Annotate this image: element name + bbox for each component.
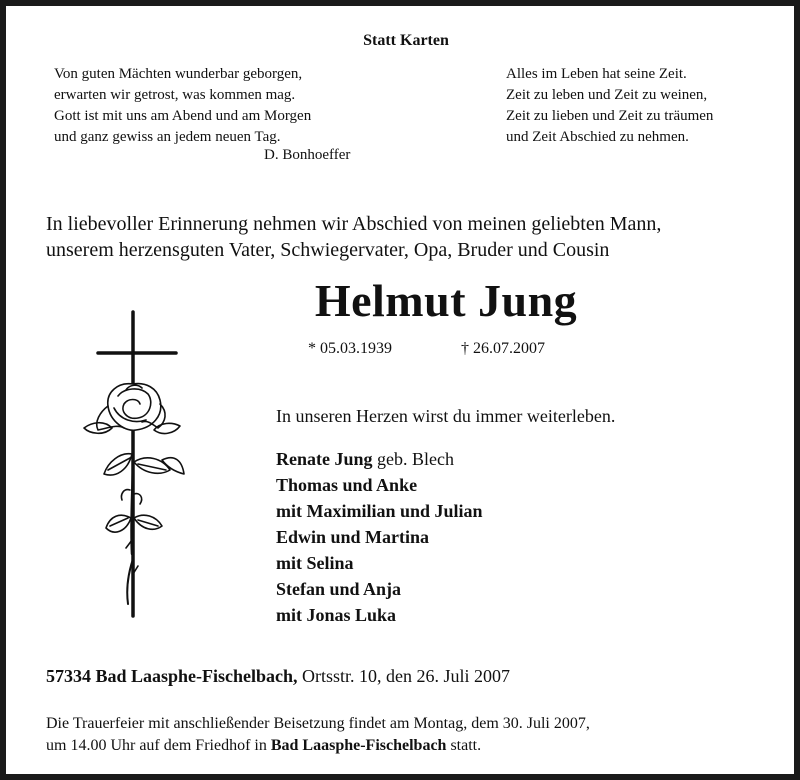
deceased-name: Helmut Jung bbox=[314, 275, 578, 326]
address-place: 57334 Bad Laasphe-Fischelbach, bbox=[46, 666, 298, 686]
poem-right bbox=[506, 64, 713, 148]
address-rest: Ortsstr. 10, den 26. Juli 2007 bbox=[297, 666, 511, 686]
poem-right-line: und Zeit Abschied zu nehmen. bbox=[506, 129, 689, 145]
family-line: Stefan und Anja bbox=[276, 579, 402, 599]
motto: In unseren Herzen wirst du immer weiterleben. bbox=[276, 406, 616, 426]
cross-with-rose-icon bbox=[78, 304, 198, 629]
service-line-2 bbox=[46, 735, 590, 757]
death-date: † 26.07.2007 bbox=[461, 340, 545, 357]
poem-left-line: und ganz gewiss an jedem neuen Tag. bbox=[54, 129, 281, 145]
poem-left-line: Gott ist mit uns am Abend und am Morgen bbox=[54, 108, 312, 124]
family-line: mit Selina bbox=[276, 553, 354, 573]
service-info bbox=[46, 713, 590, 757]
family-first-name: Renate Jung bbox=[276, 449, 373, 469]
poem-right-line: Zeit zu leben und Zeit zu weinen, bbox=[506, 87, 708, 103]
family-first-suffix: geb. Blech bbox=[372, 449, 454, 469]
family-line: Edwin und Martina bbox=[276, 527, 430, 547]
service-line-2-post: statt. bbox=[446, 737, 482, 754]
intro-line: In liebevoller Erinnerung nehmen wir Abschied von meinen geliebten Mann, bbox=[46, 213, 662, 235]
family-line: mit Jonas Luka bbox=[276, 605, 397, 625]
family-line: mit Maximilian und Julian bbox=[276, 501, 483, 521]
poem-left bbox=[54, 64, 311, 148]
address-line bbox=[46, 666, 510, 687]
service-line-2-pre: um 14.00 Uhr auf dem Friedhof in bbox=[46, 737, 271, 754]
birth-date: * 05.03.1939 bbox=[308, 340, 392, 357]
intro-text bbox=[46, 211, 661, 263]
header-title: Statt Karten bbox=[363, 32, 449, 49]
poem-right-line: Zeit zu lieben und Zeit zu träumen bbox=[506, 108, 714, 124]
poem-right-line: Alles im Leben hat seine Zeit. bbox=[506, 66, 687, 82]
poem-author: D. Bonhoeffer bbox=[264, 147, 351, 163]
service-line-1: Die Trauerfeier mit anschließender Beisetzung findet am Montag, dem 30. Juli 2007, bbox=[46, 715, 590, 732]
family-list bbox=[276, 446, 483, 628]
service-place: Bad Laasphe-Fischelbach bbox=[270, 737, 447, 754]
intro-line: unserem herzensguten Vater, Schwiegervater, Opa, Bruder und Cousin bbox=[46, 239, 610, 261]
poem-left-line: erwarten wir getrost, was kommen mag. bbox=[54, 87, 296, 103]
family-line-first bbox=[276, 446, 483, 472]
family-line: Thomas und Anke bbox=[276, 475, 418, 495]
poem-left-line: Von guten Mächten wunderbar geborgen, bbox=[54, 66, 303, 82]
